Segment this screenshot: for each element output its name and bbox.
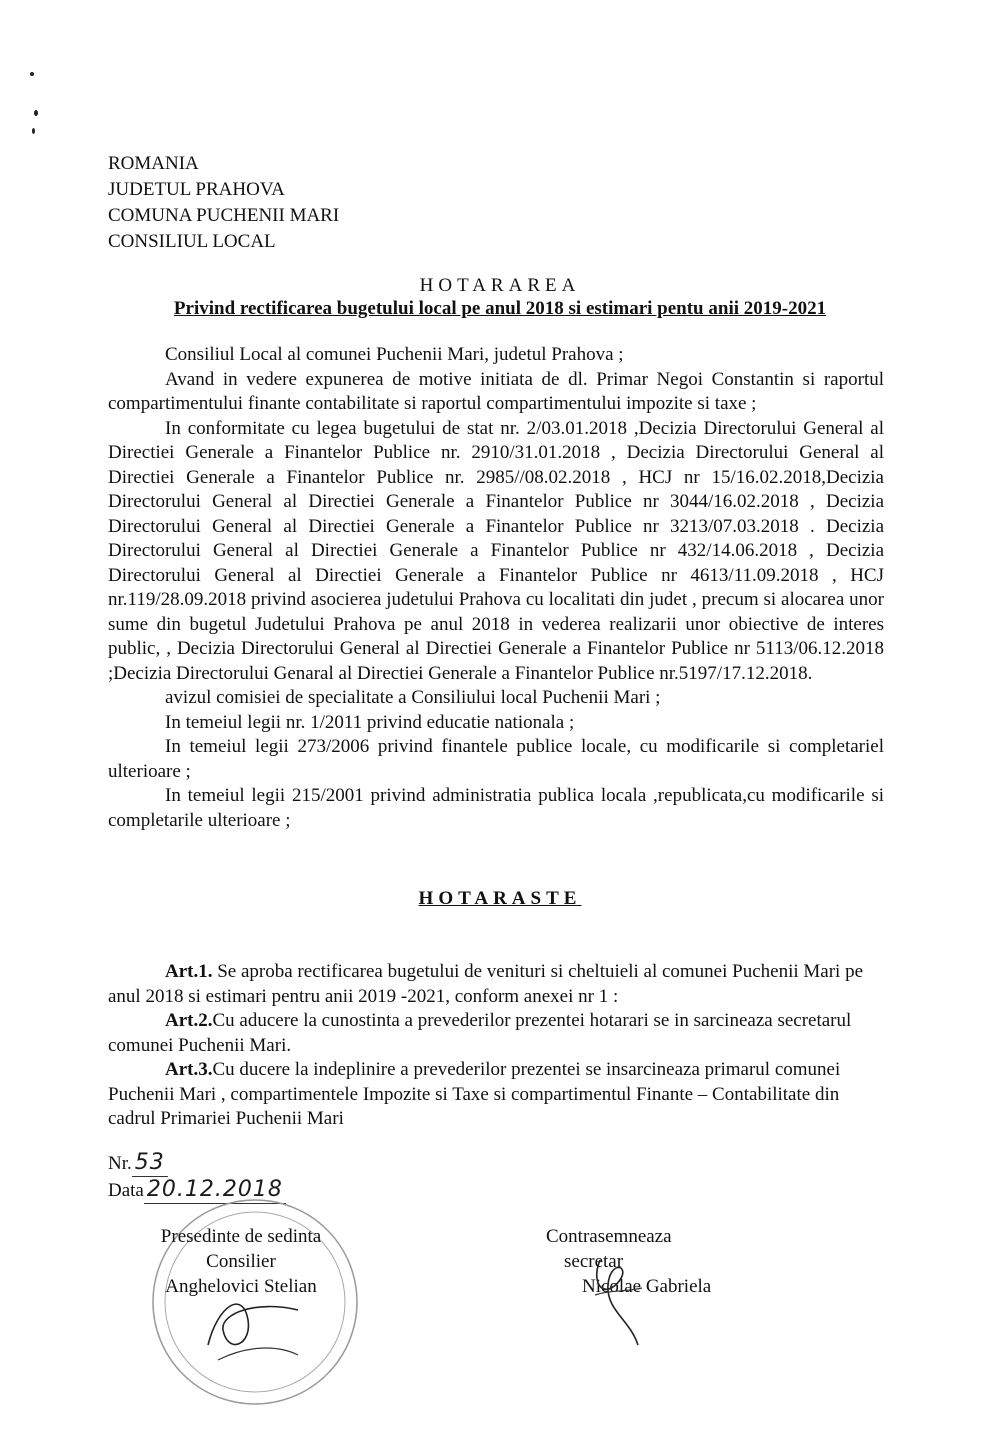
document-subtitle: Privind rectificarea bugetului local pe anul 2018 si estimari pentu anii 2019-2021 <box>173 298 827 319</box>
signature-name: Anghelovici Stelian <box>165 1276 317 1297</box>
nr-value: 53 <box>132 1150 168 1177</box>
header-line-council: CONSILIUL LOCAL <box>108 231 276 252</box>
article-text: Cu aducere la cunostinta a prevederilor prezentei hotarari se in sarcineaza secretarul comunei Puchenii Mari. <box>108 1010 852 1056</box>
article-label: Art.2. <box>165 1010 213 1031</box>
preamble-paragraph: In conformitate cu legea bugetului de stat nr. 2/03.01.2018 ,Decizia Directorului General al Directiei Generale a Finantelor Publice nr. 2910/31.01.2018 , Decizia Directorului General al Directiei Generale a Finantelor Publice nr. 2985//08.02.2018 , HCJ nr 15/16.02.2018,Decizia Directorului General al Directiei Generale a Finantelor Publice nr 3044/16.02.2018 , Decizia Directorului General al Directiei Generale a Finantelor Publice nr 3213/07.03.2018 . Decizia Directorului General al Directiei Generale a Finantelor Publice nr 432/14.06.2018 , Decizia Directorului General al Directiei Generale a Finantelor Publice nr 4613/11.09.2018 , HCJ nr.119/28.09.2018 privind asocierea judetului Prahova cu localitati din judet , precum si alocarea unor sume din bugetul Judetului Prahova pe anul 2018 in vederea realizarii unor obiective de interes public, , Decizia Directorului General al Directiei Generale a Finantelor Publice nr 5113/06.12.2018 ;Decizia Directorului Genaral al Directiei Generale a Finantelor Publice nr.5197/17.12.2018. <box>108 417 884 684</box>
article-label: Art.1. <box>165 961 213 982</box>
signature-role: Presedinte de sedinta <box>160 1226 322 1247</box>
header-line-county: JUDETUL PRAHOVA <box>108 179 285 200</box>
article-label: Art.3. <box>165 1059 213 1080</box>
document-title: HOTARAREA <box>419 275 581 296</box>
preamble-paragraph: In temeiul legii nr. 1/2011 privind educatie nationala ; <box>165 711 575 733</box>
article-1 <box>108 960 884 1009</box>
preamble-paragraph: avizul comisiei de specialitate a Consiliului local Puchenii Mari ; <box>165 687 661 708</box>
preamble <box>108 343 884 833</box>
article-text: Se aproba rectificarea bugetului de venituri si cheltuieli al comunei Puchenii Mari pe anul 2018 si estimari pentru anii 2019 -2021, conform anexei nr 1 : <box>108 961 864 1007</box>
header-line-country: ROMANIA <box>108 153 199 174</box>
signature-name: Nicolae Gabriela <box>582 1276 712 1297</box>
signature-title: Consilier <box>206 1251 276 1272</box>
nr-label: Nr. <box>108 1153 132 1174</box>
article-3 <box>108 1058 884 1132</box>
decision-title: HOTARASTE <box>418 888 582 909</box>
signature-role: Contrasemneaza <box>546 1226 672 1247</box>
preamble-paragraph: Avand in vedere expunerea de motive initiata de dl. Primar Negoi Constantin si raportul compartimentului finante contabilitate si raportul compartimentului impozite si taxe ; <box>108 368 884 414</box>
preamble-paragraph: Consiliul Local al comunei Puchenii Mari, judetul Prahova ; <box>165 344 624 365</box>
signature-title: secretar <box>564 1251 624 1272</box>
article-2 <box>108 1009 884 1058</box>
preamble-paragraph: In temeiul legii 273/2006 privind finantele publice locale, cu modificarile si completariel ulterioare ; <box>108 736 884 782</box>
left-signature-block <box>146 1224 336 1299</box>
header-line-commune: COMUNA PUCHENII MARI <box>108 205 340 226</box>
handwritten-signature-icon <box>580 1240 660 1350</box>
article-text: Cu ducere la indeplinire a prevederilor prezentei se insarcineaza primarul comunei Puchenii Mari , compartimentele Impozite si Taxe si compartimentul Finante – Contabilitate din cadrul Primariei Puchenii Mari <box>108 1059 841 1129</box>
document-header <box>108 151 339 255</box>
data-label: Data <box>108 1180 144 1201</box>
articles <box>108 960 884 1132</box>
preamble-paragraph: In temeiul legii 215/2001 privind administratia publica locala ,republicata,cu modificarile si completarile ulterioare ; <box>108 785 884 831</box>
data-value: 20.12.2018 <box>144 1177 286 1204</box>
